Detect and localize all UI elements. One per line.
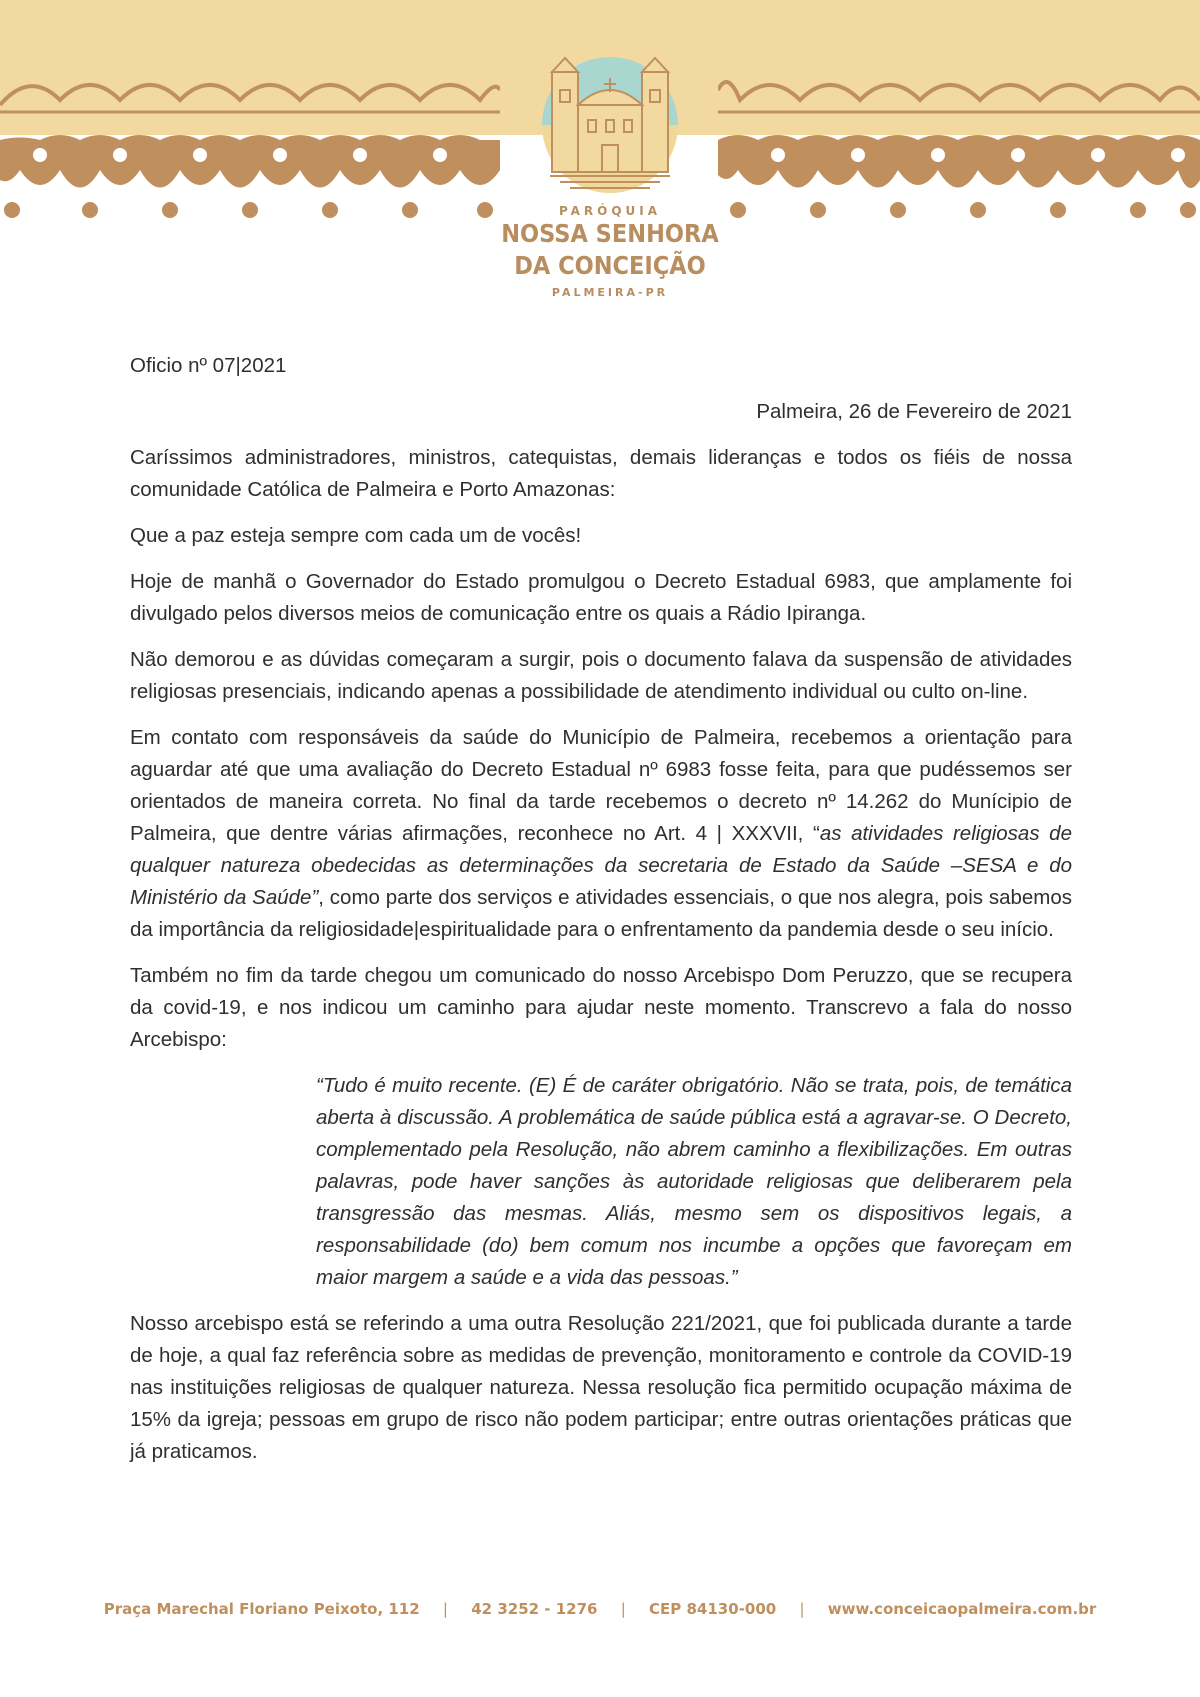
footer-separator: |: [799, 1600, 805, 1618]
ornament-left: [0, 60, 500, 235]
paragraph-decree: Hoje de manhã o Governador do Estado promulgou o Decreto Estadual 6983, que amplamente foi divulgado pelos diversos meios de comunicação entre os quais a Rádio Ipiranga.: [130, 570, 1072, 625]
letter-date: Palmeira, 26 de Fevereiro de 2021: [756, 400, 1072, 423]
paragraph-doubts: Não demorou e as dúvidas começaram a surgir, pois o documento falava da suspensão de atividades religiosas presenciais, indicando apenas a possibilidade de atendimento individual ou culto on-line.: [130, 648, 1072, 703]
logo-title-line1: NOSSA SENHORA: [501, 219, 719, 248]
footer-separator: |: [620, 1600, 626, 1618]
p3-end-text: , como parte dos serviços e atividades essenciais, o que nos alegra, pois sabemos da importância da religiosidade|espiritualidade para o enfrentamento da pandemia desde o seu início.: [130, 886, 1073, 941]
parish-logo: [500, 38, 720, 318]
footer-address: Praça Marechal Floriano Peixoto, 112: [103, 1600, 420, 1618]
greeting-paragraph: Caríssimos administradores, ministros, catequistas, demais lideranças e todos os fiéis de nossa comunidade Católica de Palmeira e Porto Amazonas:: [130, 446, 1072, 501]
peace-paragraph: Que a paz esteja sempre com cada um de vocês!: [130, 524, 582, 547]
office-number: Oficio nº 07|2021: [130, 354, 287, 377]
footer-website-link[interactable]: www.conceicaopalmeira.com.br: [827, 1600, 1097, 1618]
footer-cep: CEP 84130-000: [649, 1600, 777, 1618]
p3-start-text: Em contato com responsáveis da saúde do Município de Palmeira, recebemos a orientação para aguardar até que uma avaliação do Decreto Estadual nº 6983 fosse feita, para que pudéssemos ser orientados de maneira correta. No final da tarde recebemos o decreto nº 14.262 do Munícipio de Palmeira, que dentre várias afirmações, reconhece no Art. 4 | XXXVII, “: [130, 726, 1072, 845]
letter-body: [130, 350, 1072, 1482]
paragraph-resolution: Nosso arcebispo está se referindo a uma outra Resolução 221/2021, que foi publicada durante a tarde de hoje, a qual faz referência sobre as medidas de prevenção, monitoramento e controle da COVID-19 nas instituições religiosas de qualquer natureza. Nessa resolução fica permitido ocupação máxima de 15% da igreja; pessoas em grupo de risco não podem participar; entre outras orientações práticas que já praticamos.: [130, 1312, 1072, 1463]
ornament-right: [718, 60, 1200, 235]
logo-subtitle: PALMEIRA-PR: [551, 286, 669, 299]
footer-separator: |: [442, 1600, 448, 1618]
logo-title-line2: DA CONCEIÇÃO: [514, 251, 706, 280]
paragraph-municipal-decree: [130, 722, 1072, 946]
footer-contact: [0, 1600, 1200, 1618]
logo-pre-text: PARÓQUIA: [558, 204, 662, 218]
paragraph-archbishop: Também no fim da tarde chegou um comunicado do nosso Arcebispo Dom Peruzzo, que se recupera da covid-19, e nos indicou um caminho para ajudar neste momento. Transcrevo a fala do nosso Arcebispo:: [130, 964, 1072, 1051]
archbishop-quote: “Tudo é muito recente. (E) É de caráter obrigatório. Não se trata, pois, de temática aberta à discussão. A problemática de saúde pública está a agravar-se. O Decreto, complementado pela Resolução, não abrem caminho a flexibilizações. Em outras palavras, pode haver sanções às autoridade religiosas que deliberarem pela transgressão das mesmas. Aliás, mesmo sem os dispositivos legais, a responsabilidade (do) bem comum nos incumbe a opções que favoreçam em maior margem a saúde e a vida das pessoas.”: [316, 1074, 1072, 1289]
church-emblem-icon: [540, 50, 680, 200]
p3-quoted-text: as atividades religiosas de qualquer natureza obedecidas as determinações da secretaria de Estado da Saúde –SESA e do Ministério da Saúde”: [130, 822, 1072, 909]
footer-phone: 42 3252 - 1276: [471, 1600, 598, 1618]
